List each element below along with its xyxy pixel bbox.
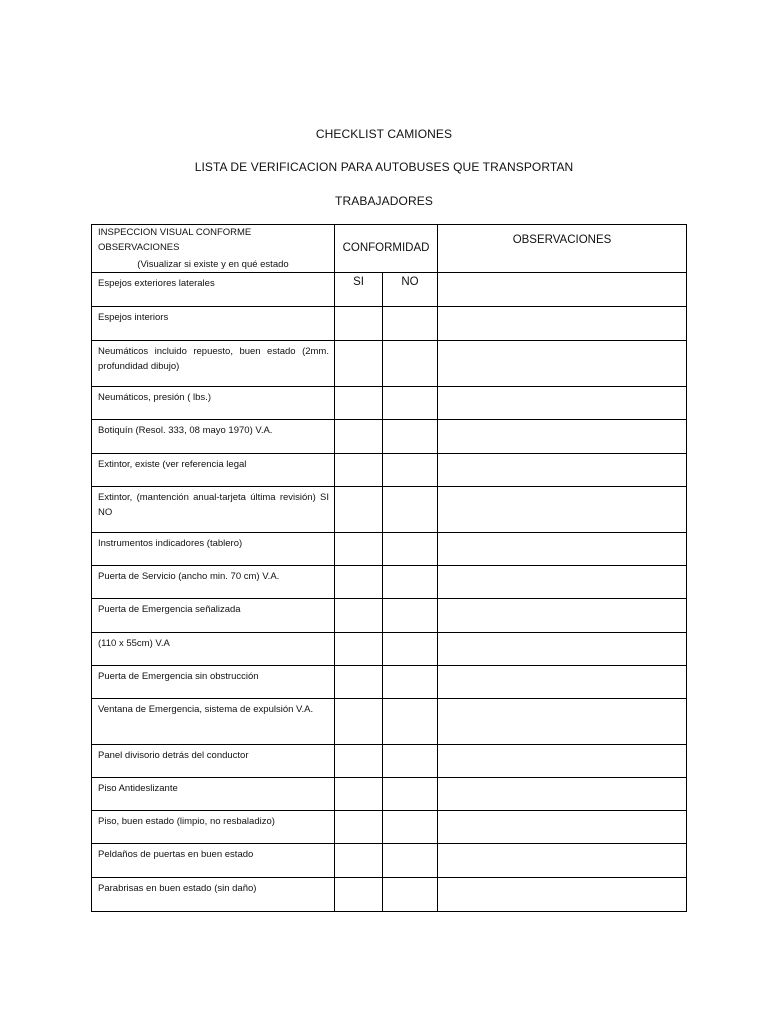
table-row	[92, 844, 687, 878]
item-label: Neumáticos incluido repuesto, buen estado (2mm. profundidad dibujo)	[92, 341, 335, 387]
si-cell[interactable]	[335, 454, 383, 487]
observation-cell[interactable]	[438, 307, 687, 341]
no-header: NO	[383, 273, 438, 307]
si-cell[interactable]	[335, 599, 383, 633]
item-label: Peldaños de puertas en buen estado	[92, 844, 335, 878]
item-label: Espejos interiors	[92, 307, 335, 341]
table-row	[92, 420, 687, 454]
table-row	[92, 487, 687, 533]
no-cell[interactable]	[383, 487, 438, 533]
observation-cell[interactable]	[438, 454, 687, 487]
observations-header: OBSERVACIONES	[438, 225, 687, 273]
no-cell[interactable]	[383, 599, 438, 633]
document-title: CHECKLIST CAMIONES	[315, 127, 453, 141]
no-cell[interactable]	[383, 566, 438, 599]
item-label: Panel divisorio detrás del conductor	[92, 745, 335, 778]
observation-cell[interactable]	[438, 633, 687, 666]
si-cell[interactable]	[335, 878, 383, 912]
item-label: Puerta de Emergencia sin obstrucción	[92, 666, 335, 699]
item-label: Extintor, (mantención anual-tarjeta última revisión) SI NO	[92, 487, 335, 533]
observation-cell[interactable]	[438, 811, 687, 844]
observation-cell[interactable]	[438, 273, 687, 307]
observation-cell[interactable]	[438, 533, 687, 566]
si-cell[interactable]	[335, 387, 383, 420]
table-row	[92, 454, 687, 487]
si-cell[interactable]	[335, 811, 383, 844]
si-cell[interactable]	[335, 420, 383, 454]
item-label: Piso Antideslizante	[92, 778, 335, 811]
observation-cell[interactable]	[438, 878, 687, 912]
no-cell[interactable]	[383, 745, 438, 778]
table-row	[92, 387, 687, 420]
observation-cell[interactable]	[438, 341, 687, 387]
item-label: Espejos exteriores laterales	[92, 273, 335, 307]
item-label: (110 x 55cm) V.A	[92, 633, 335, 666]
checklist-table	[91, 224, 687, 912]
no-cell[interactable]	[383, 633, 438, 666]
table-row	[92, 307, 687, 341]
document-subtitle: LISTA DE VERIFICACION PARA AUTOBUSES QUE TRANSPORTAN	[194, 160, 574, 174]
table-row	[92, 666, 687, 699]
observation-cell[interactable]	[438, 420, 687, 454]
no-cell[interactable]	[383, 878, 438, 912]
item-label: Puerta de Emergencia señalizada	[92, 599, 335, 633]
table-row	[92, 811, 687, 844]
table-row	[92, 745, 687, 778]
document-subtitle-continued: TRABAJADORES	[335, 194, 433, 208]
inspection-header-cell	[92, 225, 335, 273]
no-cell[interactable]	[383, 811, 438, 844]
no-cell[interactable]	[383, 778, 438, 811]
observation-cell[interactable]	[438, 778, 687, 811]
observation-cell[interactable]	[438, 666, 687, 699]
si-cell[interactable]	[335, 307, 383, 341]
observation-cell[interactable]	[438, 745, 687, 778]
si-cell[interactable]	[335, 745, 383, 778]
item-label: Piso, buen estado (limpio, no resbaladizo)	[92, 811, 335, 844]
table-header-row	[92, 225, 687, 273]
table-row	[92, 633, 687, 666]
item-label: Extintor, existe (ver referencia legal	[92, 454, 335, 487]
no-cell[interactable]	[383, 454, 438, 487]
si-cell[interactable]	[335, 533, 383, 566]
item-label: Neumáticos, presión ( lbs.)	[92, 387, 335, 420]
observation-cell[interactable]	[438, 699, 687, 745]
observation-cell[interactable]	[438, 387, 687, 420]
observation-cell[interactable]	[438, 844, 687, 878]
inspection-header-note: (Visualizar si existe y en qué estado	[137, 259, 289, 270]
item-label: Instrumentos indicadores (tablero)	[92, 533, 335, 566]
no-cell[interactable]	[383, 307, 438, 341]
table-row	[92, 533, 687, 566]
inspection-header-label: INSPECCION VISUAL CONFORME OBSERVACIONES	[98, 227, 252, 253]
si-header: SI	[335, 273, 383, 307]
no-cell[interactable]	[383, 533, 438, 566]
table-row	[92, 599, 687, 633]
observation-cell[interactable]	[438, 566, 687, 599]
si-cell[interactable]	[335, 778, 383, 811]
si-cell[interactable]	[335, 699, 383, 745]
table-row	[92, 699, 687, 745]
si-cell[interactable]	[335, 566, 383, 599]
conformity-header: CONFORMIDAD	[335, 225, 438, 273]
no-cell[interactable]	[383, 420, 438, 454]
table-row	[92, 341, 687, 387]
si-cell[interactable]	[335, 666, 383, 699]
no-cell[interactable]	[383, 341, 438, 387]
item-label: Parabrisas en buen estado (sin daño)	[92, 878, 335, 912]
table-row	[92, 273, 687, 307]
no-cell[interactable]	[383, 666, 438, 699]
no-cell[interactable]	[383, 387, 438, 420]
si-cell[interactable]	[335, 633, 383, 666]
table-row	[92, 566, 687, 599]
si-cell[interactable]	[335, 341, 383, 387]
table-row	[92, 878, 687, 912]
no-cell[interactable]	[383, 844, 438, 878]
observation-cell[interactable]	[438, 487, 687, 533]
si-cell[interactable]	[335, 487, 383, 533]
item-label: Ventana de Emergencia, sistema de expulsión V.A.	[92, 699, 335, 745]
no-cell[interactable]	[383, 699, 438, 745]
item-label: Puerta de Servicio (ancho min. 70 cm) V.A.	[92, 566, 335, 599]
si-cell[interactable]	[335, 844, 383, 878]
table-row	[92, 778, 687, 811]
item-label: Botiquín (Resol. 333, 08 mayo 1970) V.A.	[92, 420, 335, 454]
observation-cell[interactable]	[438, 599, 687, 633]
